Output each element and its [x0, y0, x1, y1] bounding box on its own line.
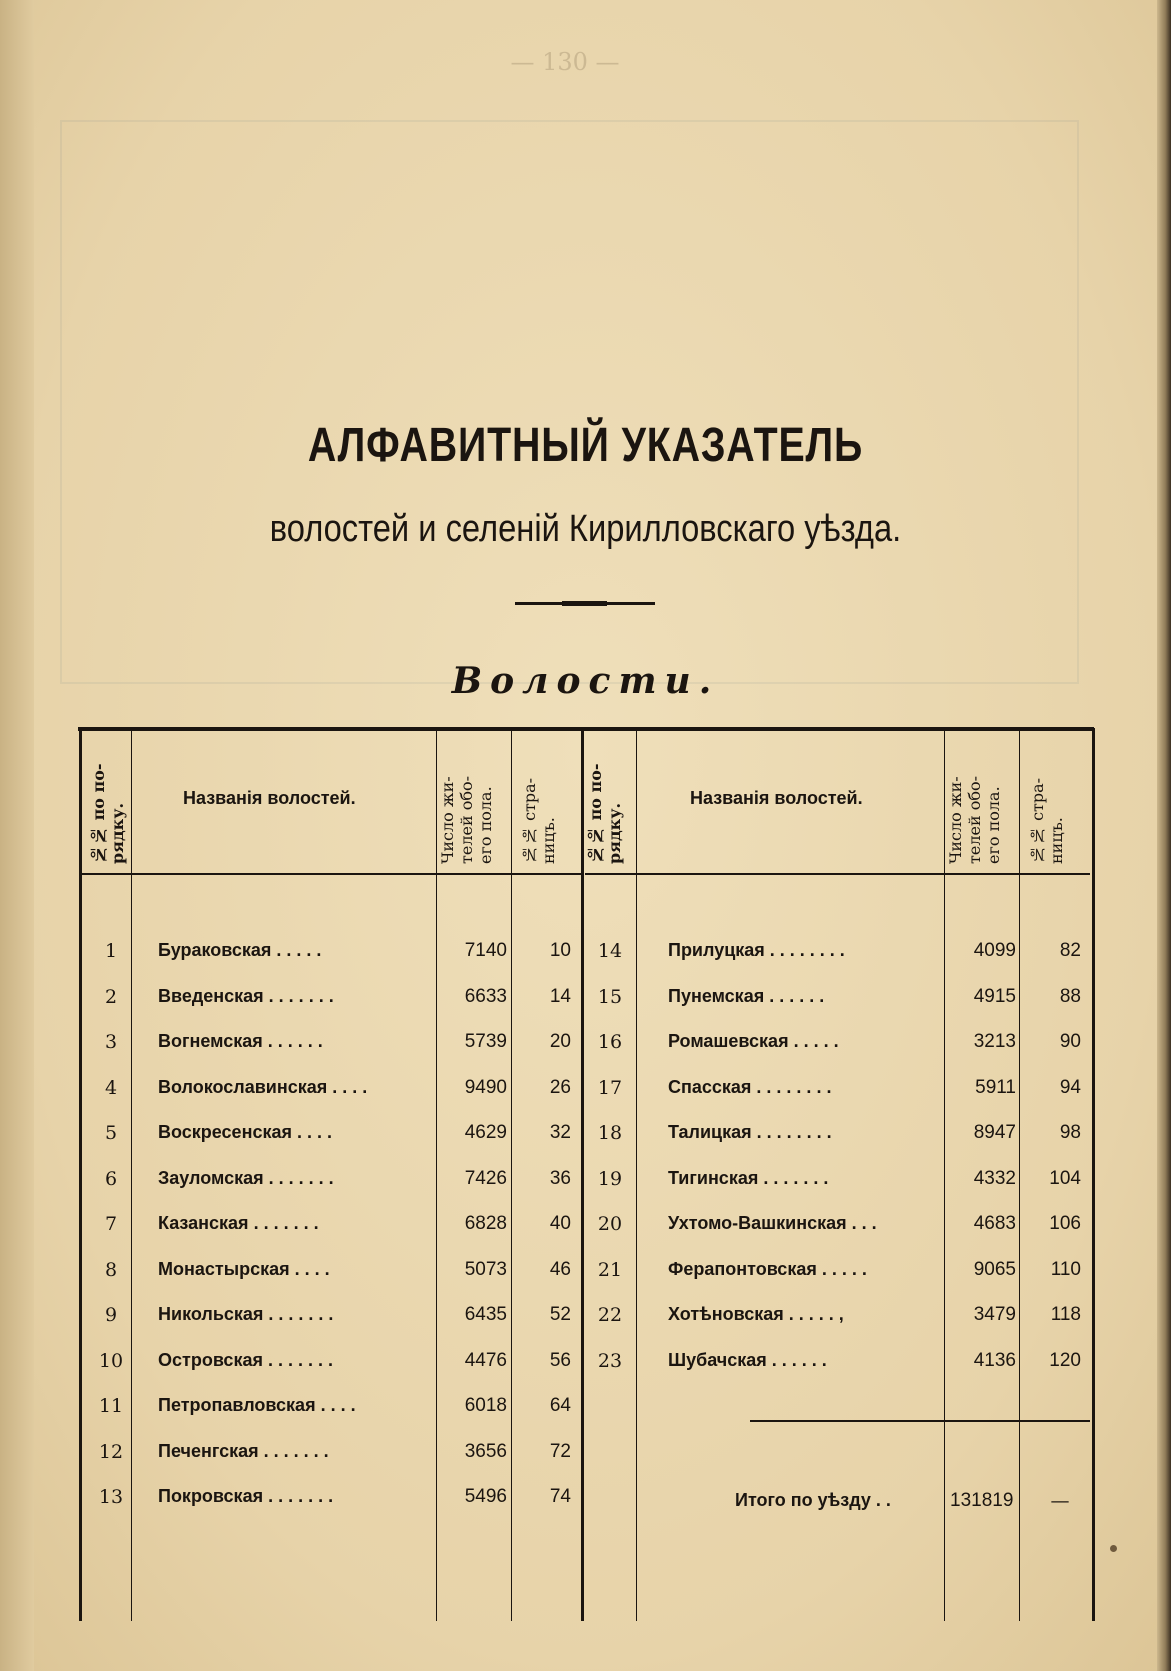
total-page: — — [1050, 1490, 1070, 1512]
row-number: 20 — [597, 1213, 623, 1235]
population-value: 4136 — [973, 1349, 1016, 1371]
population-value: 6018 — [464, 1395, 507, 1416]
page-title: АЛФАВИТНЫЙ УКАЗАТЕЛЬ — [307, 419, 864, 472]
population-value: 9490 — [464, 1076, 507, 1098]
page-ref: 88 — [1059, 985, 1081, 1007]
page-ref: 40 — [549, 1213, 571, 1234]
volost-name: Печенгская . . . . . . . — [158, 1440, 329, 1461]
row-number: 23 — [597, 1349, 623, 1372]
volost-name: Вогнемская . . . . . . — [158, 1031, 323, 1051]
population-value: 6633 — [464, 985, 507, 1007]
ornament-rule-right — [605, 602, 655, 605]
paper-spot — [1110, 1545, 1117, 1552]
population-value: 3656 — [464, 1440, 507, 1462]
volost-name: Ромашевская . . . . . — [668, 1031, 839, 1051]
section-heading: Волости. — [451, 660, 720, 702]
volost-name: Волокославинская . . . . — [158, 1076, 368, 1097]
population-value: 4476 — [464, 1349, 507, 1371]
volost-name: Хотѣновская . . . . . , — [668, 1304, 844, 1324]
page-ref: 20 — [549, 1031, 571, 1052]
ornament-rule-left — [515, 602, 565, 605]
row-number: 4 — [104, 1076, 118, 1099]
population-value: 8947 — [973, 1122, 1016, 1143]
page-ref: 90 — [1059, 1031, 1081, 1052]
row-number: 17 — [597, 1076, 623, 1099]
row-number: 12 — [98, 1440, 124, 1463]
volost-name: Введенская . . . . . . . — [158, 985, 334, 1006]
row-number: 5 — [104, 1122, 118, 1144]
page-ref: 56 — [549, 1349, 571, 1371]
page-ref: 106 — [1049, 1213, 1081, 1234]
row-number: 8 — [104, 1258, 118, 1281]
population-value: 4683 — [973, 1213, 1016, 1234]
population-value: 4332 — [973, 1167, 1016, 1189]
volost-name: Никольская . . . . . . . — [158, 1304, 334, 1324]
volost-name: Шубачская . . . . . . — [668, 1349, 827, 1370]
row-number: 10 — [98, 1349, 124, 1372]
page-ref: 98 — [1059, 1122, 1081, 1143]
volost-name: Ферапонтовская . . . . . — [668, 1258, 867, 1279]
row-number: 22 — [597, 1304, 623, 1326]
page-ref: 26 — [549, 1076, 571, 1098]
header-no-left: №№ по по- рядку. — [89, 763, 127, 864]
table-row — [0, 1395, 1171, 1425]
page-ref: 72 — [549, 1440, 571, 1462]
volost-name: Казанская . . . . . . . — [158, 1213, 319, 1233]
header-page-right: №№ стра- ницъ. — [1028, 777, 1066, 864]
total-label: Итого по уѣзду . . — [735, 1490, 891, 1510]
row-number: 16 — [597, 1031, 623, 1053]
volost-name: Бураковская . . . . . — [158, 940, 322, 960]
row-number: 11 — [98, 1395, 124, 1417]
row-number: 7 — [104, 1213, 118, 1235]
population-value: 9065 — [973, 1258, 1016, 1280]
volost-name: Покровская . . . . . . . — [158, 1486, 334, 1506]
row-number: 9 — [104, 1304, 118, 1326]
volost-name: Ухтомо-Вашкинская . . . — [668, 1213, 877, 1233]
table-header-rule-left — [82, 873, 582, 875]
page-ref: 46 — [549, 1258, 571, 1280]
header-population-left: Число жи- телей обо- его пола. — [438, 775, 495, 864]
page-number: — 130 — — [510, 48, 620, 76]
table-row — [0, 1122, 1171, 1152]
table-row — [0, 986, 1171, 1016]
page-ref: 94 — [1059, 1076, 1081, 1098]
show-through-frame — [60, 120, 1079, 684]
population-value: 4099 — [973, 940, 1016, 961]
table-row — [0, 1259, 1171, 1289]
page-ref: 64 — [549, 1395, 571, 1416]
row-number: 14 — [597, 940, 623, 962]
row-number: 6 — [104, 1167, 118, 1190]
table-row — [0, 1168, 1171, 1198]
population-value: 3213 — [973, 1031, 1016, 1052]
population-value: 6828 — [464, 1213, 507, 1234]
page-subtitle: волостей и селеній Кирилловскаго уѣзда. — [269, 508, 902, 550]
table-row — [0, 1441, 1171, 1471]
table-row — [0, 1350, 1171, 1380]
population-value: 4629 — [464, 1122, 507, 1143]
row-number: 13 — [98, 1486, 124, 1508]
page-ref: 110 — [1050, 1258, 1081, 1280]
volost-name: Монастырская . . . . — [158, 1258, 330, 1279]
header-no-right: №№ по по- рядку. — [586, 763, 624, 864]
header-population-right: Число жи- телей обо- его пола. — [946, 775, 1003, 864]
row-number: 19 — [597, 1167, 623, 1190]
volost-name: Островская . . . . . . . — [158, 1349, 333, 1370]
population-value: 5496 — [464, 1486, 507, 1507]
volost-name: Талицкая . . . . . . . . — [668, 1122, 832, 1142]
population-value: 7140 — [464, 940, 507, 961]
page-ref: 36 — [549, 1167, 571, 1189]
volost-name: Пунемская . . . . . . — [668, 985, 825, 1006]
table-row — [0, 1213, 1171, 1243]
population-value: 7426 — [464, 1167, 507, 1189]
row-number: 2 — [104, 985, 118, 1008]
ornament-rule-center — [562, 601, 607, 606]
volost-name: Тигинская . . . . . . . — [668, 1167, 829, 1188]
header-name-left: Названія волостей. — [183, 788, 356, 808]
table-top-rule — [78, 727, 1094, 731]
header-name-right: Названія волостей. — [690, 788, 863, 808]
population-value: 6435 — [464, 1304, 507, 1325]
volost-name: Петропавловская . . . . — [158, 1395, 356, 1415]
row-number: 1 — [104, 940, 118, 962]
volost-name: Зауломская . . . . . . . — [158, 1167, 334, 1188]
page-ref: 10 — [549, 940, 571, 961]
row-number: 15 — [597, 985, 623, 1008]
page-ref: 82 — [1059, 940, 1081, 961]
page-ref: 118 — [1050, 1304, 1081, 1325]
table-row — [0, 1077, 1171, 1107]
page-ref: 120 — [1049, 1349, 1081, 1371]
volost-name: Воскресенская . . . . — [158, 1122, 332, 1142]
population-value: 4915 — [973, 985, 1016, 1007]
population-value: 5073 — [464, 1258, 507, 1280]
table-row — [0, 1304, 1171, 1334]
row-number: 21 — [597, 1258, 623, 1281]
page-ref: 32 — [549, 1122, 571, 1143]
table-header-rule-right — [585, 873, 1090, 875]
page-ref: 52 — [549, 1304, 571, 1325]
table-row — [0, 1031, 1171, 1061]
table-row — [0, 940, 1171, 970]
volost-name: Прилуцкая . . . . . . . . — [668, 940, 845, 960]
population-value: 5911 — [975, 1076, 1016, 1098]
row-number: 3 — [104, 1031, 118, 1053]
page-ref: 104 — [1049, 1167, 1081, 1189]
row-number: 18 — [597, 1122, 623, 1144]
page-ref: 74 — [549, 1486, 571, 1507]
volost-name: Спасская . . . . . . . . — [668, 1076, 832, 1097]
population-value: 5739 — [464, 1031, 507, 1052]
population-value: 3479 — [973, 1304, 1016, 1325]
page-ref: 14 — [549, 985, 571, 1007]
total-population: 131819 — [950, 1490, 1014, 1511]
header-page-left: №№ стра- ницъ. — [520, 777, 558, 864]
